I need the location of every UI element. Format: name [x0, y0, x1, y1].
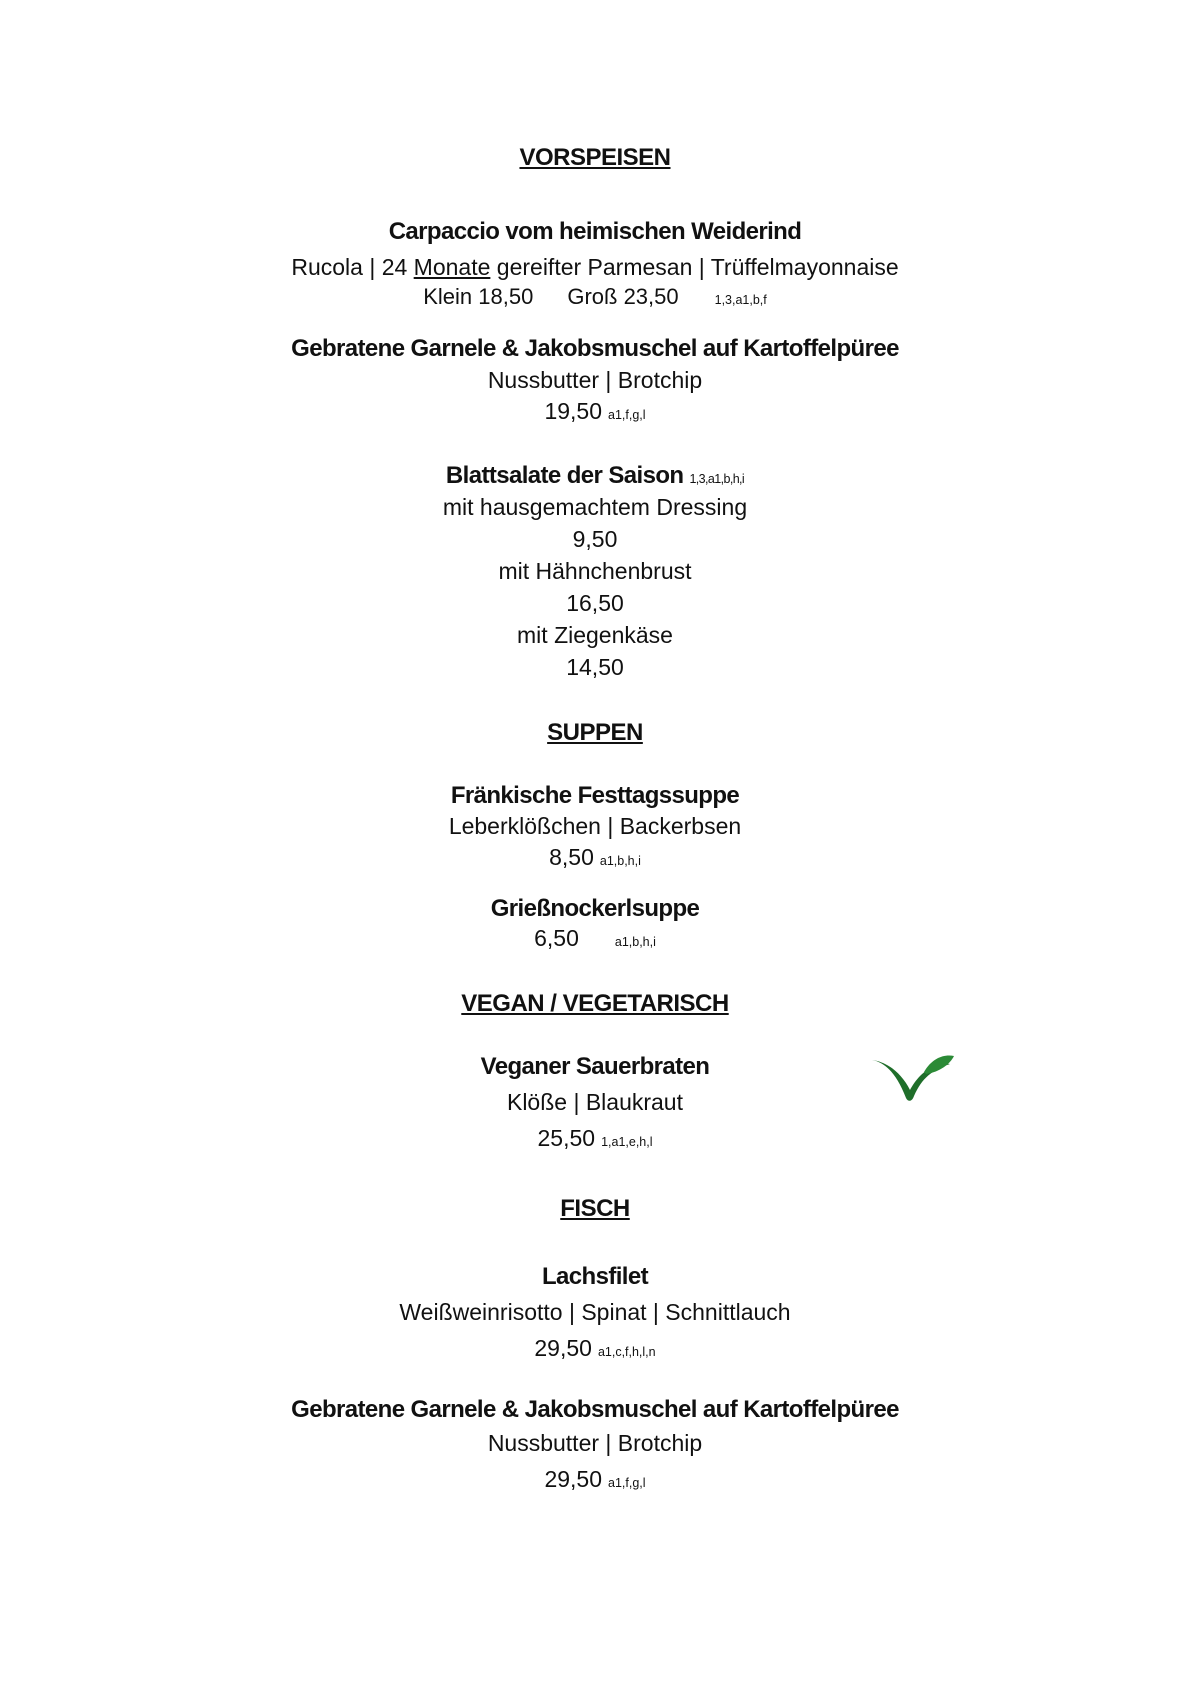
price: 8,50 [549, 844, 594, 870]
section-heading-fisch: FISCH [560, 1195, 630, 1222]
dish-desc-blattsalate: mit hausgemachtem Dressing [442, 494, 748, 520]
dish-price-carpaccio [0, 286, 1190, 308]
dish-title-garnele-fisch: Gebratene Garnele & Jakobsmuschel auf Kartoffelpüree [291, 1396, 899, 1423]
dish-price-lachsfilet [0, 1337, 1190, 1360]
allergen-codes: a1,f,g,l [608, 1476, 646, 1490]
allergen-codes: a1,b,h,i [614, 935, 656, 949]
price: 19,50 [544, 398, 603, 424]
price: 25,50 [537, 1125, 596, 1151]
title-text: Blattsalate der Saison [445, 462, 684, 489]
dish-option-haehnchen-price: 16,50 [566, 590, 624, 616]
price-small: Klein 18,50 [423, 284, 534, 309]
vegan-leaf-icon [870, 1052, 954, 1104]
dish-price-garnele [0, 400, 1190, 423]
allergen-codes: 1,3,a1,b,h,i [689, 472, 745, 486]
desc-part: Rucola | 24 [291, 254, 414, 280]
price: 6,50 [534, 925, 579, 951]
dish-price-garnele-fisch [0, 1468, 1190, 1491]
allergen-codes: a1,b,h,i [599, 854, 641, 868]
dish-title-carpaccio: Carpaccio vom heimischen Weiderind [388, 218, 802, 245]
section-heading-vegan: VEGAN / VEGETARISCH [461, 990, 729, 1017]
allergen-codes: a1,f,g,l [608, 408, 646, 422]
desc-part: gereifter Parmesan | Trüffelmayonnaise [490, 254, 899, 280]
price: 29,50 [534, 1335, 592, 1361]
dish-title-griessnockerlsuppe: Grießnockerlsuppe [490, 895, 700, 922]
dish-option-ziegenkaese: mit Ziegenkäse [517, 622, 673, 648]
price-large: Groß 23,50 [567, 284, 679, 309]
allergen-codes: 1,a1,e,h,l [601, 1135, 653, 1149]
dish-desc-sauerbraten: Klöße | Blaukraut [506, 1089, 683, 1115]
dish-title-blattsalate [0, 464, 1190, 488]
section-heading-vorspeisen: VORSPEISEN [519, 144, 671, 171]
dish-price-blattsalate: 9,50 [572, 526, 618, 552]
dish-desc-garnele: Nussbutter | Brotchip [487, 367, 703, 393]
dish-option-haehnchen: mit Hähnchenbrust [498, 558, 692, 584]
section-heading-suppen: SUPPEN [547, 719, 643, 746]
allergen-codes: a1,c,f,h,l,n [597, 1345, 656, 1359]
dish-desc-carpaccio [0, 256, 1190, 279]
dish-desc-festtagssuppe: Leberklößchen | Backerbsen [448, 813, 742, 839]
dish-price-griessnockerlsuppe [0, 927, 1190, 950]
dish-title-festtagssuppe: Fränkische Festtagssuppe [450, 782, 740, 809]
dish-price-festtagssuppe [0, 846, 1190, 869]
dish-option-ziegenkaese-price: 14,50 [566, 654, 624, 680]
allergen-codes: 1,3,a1,b,f [714, 293, 767, 307]
dish-title-lachsfilet: Lachsfilet [541, 1263, 649, 1290]
dish-desc-lachsfilet: Weißweinrisotto | Spinat | Schnittlauch [399, 1299, 791, 1325]
dish-desc-garnele-fisch: Nussbutter | Brotchip [487, 1430, 703, 1456]
desc-underlined-part: Monate [413, 254, 491, 280]
dish-title-sauerbraten: Veganer Sauerbraten [480, 1053, 710, 1080]
price: 29,50 [544, 1466, 603, 1492]
dish-title-garnele: Gebratene Garnele & Jakobsmuschel auf Kartoffelpüree [291, 335, 899, 362]
dish-price-sauerbraten [0, 1127, 1190, 1150]
